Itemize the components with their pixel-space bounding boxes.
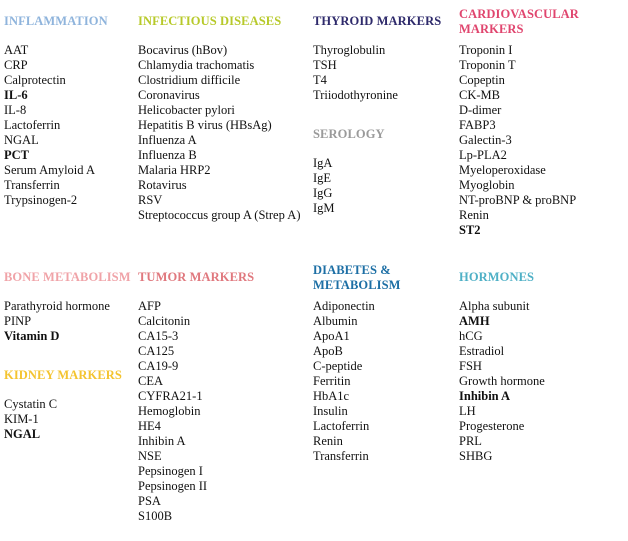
list-item: RSV — [138, 193, 163, 207]
list-item: Renin — [313, 434, 343, 448]
list-item: Parathyroid hormone — [4, 299, 110, 313]
heading-infectious-diseases: INFECTIOUS DISEASES — [138, 14, 282, 28]
list-item: Lactoferrin — [4, 118, 61, 132]
list-item: Triiodothyronine — [313, 88, 398, 102]
list-item: PRL — [459, 434, 482, 448]
list-item: Rotavirus — [138, 178, 187, 192]
list-item: Calcitonin — [138, 314, 191, 328]
list-item: Trypsinogen-2 — [4, 193, 78, 207]
list-item: hCG — [459, 329, 483, 343]
list-tumor-markers — [138, 299, 254, 524]
list-item: Estradiol — [459, 344, 505, 358]
list-item: Growth hormone — [459, 374, 545, 388]
list-item: Hemoglobin — [138, 404, 201, 418]
list-item: PINP — [4, 314, 32, 328]
list-item: Lactoferrin — [313, 419, 370, 433]
list-item: Serum Amyloid A — [4, 163, 95, 177]
list-item: Helicobacter pylori — [138, 103, 235, 117]
heading-tumor-markers: TUMOR MARKERS — [138, 270, 255, 284]
list-item: HE4 — [138, 419, 161, 433]
list-item: Inhibin A — [459, 389, 511, 403]
list-serology — [313, 156, 385, 216]
section-thyroid-markers — [313, 14, 441, 103]
list-item: Calprotectin — [4, 73, 66, 87]
section-bone-metabolism — [4, 270, 131, 344]
list-item: Troponin I — [459, 43, 513, 57]
list-hormones — [459, 299, 545, 464]
list-item: ApoA1 — [313, 329, 350, 343]
list-infectious-diseases — [138, 43, 300, 223]
list-item: Streptococcus group A (Strep A) — [138, 208, 301, 222]
list-thyroid-markers — [313, 43, 441, 103]
list-item: ApoB — [313, 344, 343, 358]
list-diabetes-metabolism — [313, 299, 401, 464]
list-item: Myeloperoxidase — [459, 163, 546, 177]
list-item: C-peptide — [313, 359, 363, 373]
list-item: CRP — [4, 58, 28, 72]
list-kidney-markers — [4, 397, 122, 442]
list-item: Thyroglobulin — [313, 43, 386, 57]
section-inflammation — [4, 14, 108, 208]
heading-cardiovascular-markers — [459, 7, 579, 37]
heading-thyroid-markers: THYROID MARKERS — [313, 14, 442, 28]
list-item: Galectin-3 — [459, 133, 512, 147]
heading-cardiovascular-line1: CARDIOVASCULAR — [459, 7, 579, 21]
list-item: IgM — [313, 201, 335, 215]
list-item: PCT — [4, 148, 29, 162]
list-item: Transferrin — [313, 449, 369, 463]
list-item: TSH — [313, 58, 337, 72]
list-item: FABP3 — [459, 118, 496, 132]
list-item: IL-8 — [4, 103, 27, 117]
list-item: Vitamin D — [4, 329, 60, 343]
heading-diabetes-metabolism — [313, 263, 401, 293]
heading-diabetes-line1: DIABETES & — [313, 263, 391, 277]
list-item: NT-proBNP & proBNP — [459, 193, 577, 207]
list-item: Chlamydia trachomatis — [138, 58, 255, 72]
section-hormones — [459, 270, 545, 464]
heading-inflammation: INFLAMMATION — [4, 14, 108, 28]
list-item: Insulin — [313, 404, 348, 418]
list-item: IgE — [313, 171, 332, 185]
list-item: Clostridium difficile — [138, 73, 241, 87]
list-item: Albumin — [313, 314, 358, 328]
heading-serology: SEROLOGY — [313, 127, 385, 141]
heading-kidney-markers: KIDNEY MARKERS — [4, 368, 122, 382]
list-item: AMH — [459, 314, 490, 328]
list-item: Coronavirus — [138, 88, 200, 102]
list-item: Bocavirus (hBov) — [138, 43, 228, 57]
list-item: Progesterone — [459, 419, 525, 433]
list-item: Influenza B — [138, 148, 197, 162]
section-cardiovascular-markers — [459, 7, 579, 238]
list-item: Pepsinogen I — [138, 464, 203, 478]
list-item: AFP — [138, 299, 161, 313]
list-item: T4 — [313, 73, 327, 87]
list-item: IL-6 — [4, 88, 28, 102]
section-kidney-markers — [4, 368, 122, 442]
list-item: CEA — [138, 374, 163, 388]
section-tumor-markers — [138, 270, 254, 524]
heading-bone-metabolism: BONE METABOLISM — [4, 270, 131, 284]
list-item: HbA1c — [313, 389, 350, 403]
list-item: Copeptin — [459, 73, 505, 87]
list-item: Adiponectin — [313, 299, 375, 313]
list-item: Pepsinogen II — [138, 479, 208, 493]
list-item: CA125 — [138, 344, 175, 358]
list-item: KIM-1 — [4, 412, 39, 426]
list-item: Troponin T — [459, 58, 516, 72]
list-item: S100B — [138, 509, 173, 523]
list-item: CA19-9 — [138, 359, 179, 373]
list-item: Ferritin — [313, 374, 351, 388]
list-item: LH — [459, 404, 476, 418]
list-item: D-dimer — [459, 103, 502, 117]
list-item: Myoglobin — [459, 178, 515, 192]
list-item: CA15-3 — [138, 329, 179, 343]
list-item: CK-MB — [459, 88, 500, 102]
list-bone-metabolism — [4, 299, 131, 344]
list-item: NGAL — [4, 133, 39, 147]
list-item: Malaria HRP2 — [138, 163, 211, 177]
section-infectious-diseases — [138, 14, 300, 223]
list-item: PSA — [138, 494, 161, 508]
section-serology — [313, 127, 385, 216]
heading-diabetes-line2: METABOLISM — [313, 278, 401, 292]
section-diabetes-metabolism — [313, 263, 401, 464]
list-item: Cystatin C — [4, 397, 58, 411]
list-cardiovascular-markers — [459, 43, 579, 238]
list-item: Inhibin A — [138, 434, 186, 448]
list-item: NSE — [138, 449, 162, 463]
list-item: IgA — [313, 156, 333, 170]
list-item: FSH — [459, 359, 482, 373]
list-item: ST2 — [459, 223, 481, 237]
list-item: Hepatitis B virus (HBsAg) — [138, 118, 272, 132]
list-item: IgG — [313, 186, 333, 200]
list-item: NGAL — [4, 427, 41, 441]
list-item: Alpha subunit — [459, 299, 530, 313]
list-inflammation — [4, 43, 108, 208]
list-item: Lp-PLA2 — [459, 148, 507, 162]
list-item: Renin — [459, 208, 489, 222]
list-item: Influenza A — [138, 133, 197, 147]
list-item: AAT — [4, 43, 29, 57]
list-item: SHBG — [459, 449, 493, 463]
heading-cardiovascular-line2: MARKERS — [459, 22, 524, 36]
list-item: Transferrin — [4, 178, 60, 192]
heading-hormones: HORMONES — [459, 270, 535, 284]
list-item: CYFRA21-1 — [138, 389, 203, 403]
